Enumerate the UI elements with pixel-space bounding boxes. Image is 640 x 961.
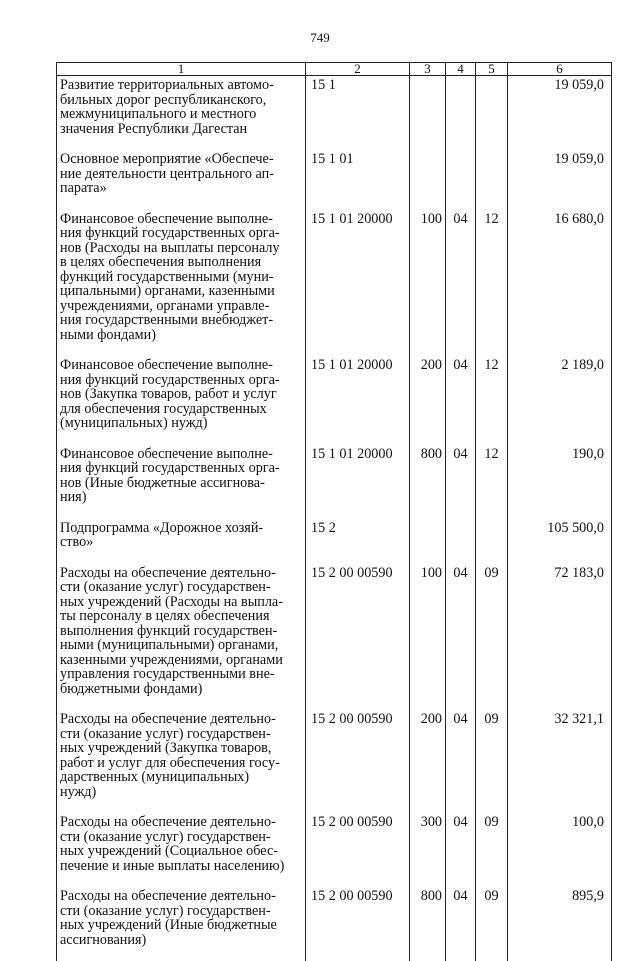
row-pr: 12 xyxy=(476,356,508,445)
row-code: 15 1 xyxy=(306,76,410,151)
row-amount: 19 059,0 xyxy=(508,150,612,210)
row-code: 15 2 00 00590 xyxy=(306,813,410,887)
header-row xyxy=(57,63,612,76)
row-rz: 04 xyxy=(446,445,476,519)
row-rz xyxy=(446,150,476,210)
header-col-3: 3 xyxy=(410,63,446,76)
row-name: Расходы на обеспечение деятельно- сти (оказание услуг) государствен- ных учреждений (Расходы на выпла- ты персоналу в целях обеспечения выполнения функций государствен- ными (муниципальными) органами, казенными учреждениями, органами управления государственными вне- бюджетными фондами) xyxy=(60,564,283,697)
header-col-6: 6 xyxy=(508,63,612,76)
row-amount: 100,0 xyxy=(508,813,612,887)
row-code: 15 1 01 20000 xyxy=(306,445,410,519)
row-code: 15 2 xyxy=(306,519,410,564)
row-amount: 105 500,0 xyxy=(508,519,612,564)
row-code: 15 1 01 20000 xyxy=(306,210,410,357)
table-row xyxy=(57,445,612,519)
row-vr: 100 xyxy=(410,564,446,711)
header-col-4: 4 xyxy=(446,63,476,76)
row-amount: 32 321,1 xyxy=(508,710,612,813)
row-vr: 200 xyxy=(410,356,446,445)
table-row xyxy=(57,210,612,357)
row-name: Подпрограмма «Дорожное хозяй- ство» xyxy=(60,519,264,550)
row-amount: 16 680,0 xyxy=(508,210,612,357)
header-col-5: 5 xyxy=(476,63,508,76)
row-rz: 04 xyxy=(446,887,476,961)
row-name: Расходы на обеспечение деятельно- сти (оказание услуг) государствен- ных учреждений (Социальное обес- печение и иные выплаты населению) xyxy=(60,814,285,874)
row-name: Финансовое обеспечение выполне- ния функций государственных орга- нов (Закупка товаров, работ и услуг для обеспечения государственных (муниципальных) нужд) xyxy=(60,357,280,431)
row-name: Основное мероприятие «Обеспече- ние деятельности центрального ап- парата» xyxy=(60,151,274,196)
row-rz: 04 xyxy=(446,710,476,813)
row-vr: 100 xyxy=(410,210,446,357)
table-row xyxy=(57,519,612,564)
table-row xyxy=(57,813,612,887)
row-rz: 04 xyxy=(446,210,476,357)
row-vr xyxy=(410,76,446,151)
row-amount: 2 189,0 xyxy=(508,356,612,445)
row-name: Финансовое обеспечение выполне- ния функций государственных орга- нов (Иные бюджетные ассигнова- ния) xyxy=(60,445,280,505)
row-name: Развитие территориальных автомо- бильных дорог республиканского, межмуниципального и местного значения Республики Дагестан xyxy=(60,77,274,137)
row-pr: 12 xyxy=(476,445,508,519)
row-vr: 200 xyxy=(410,710,446,813)
row-rz: 04 xyxy=(446,813,476,887)
row-name: Финансовое обеспечение выполне- ния функций государственных орга- нов (Расходы на выплаты персоналу в целях обеспечения выполнения функций государственными (муни- ципальными) органами, казенными учреждениями, органами управле- ния государственными внебюджет- ными фондами) xyxy=(60,210,280,343)
row-pr xyxy=(476,76,508,151)
row-rz: 04 xyxy=(446,356,476,445)
header-col-1: 1 xyxy=(57,63,306,76)
row-rz xyxy=(446,519,476,564)
table-row xyxy=(57,150,612,210)
row-code: 15 2 00 00590 xyxy=(306,564,410,711)
row-vr: 800 xyxy=(410,445,446,519)
table-row xyxy=(57,356,612,445)
budget-table xyxy=(56,62,612,961)
row-vr: 300 xyxy=(410,813,446,887)
row-amount: 895,9 xyxy=(508,887,612,961)
table-row xyxy=(57,564,612,711)
page-number: 749 xyxy=(310,30,330,45)
row-pr xyxy=(476,150,508,210)
row-pr: 09 xyxy=(476,813,508,887)
row-pr: 09 xyxy=(476,887,508,961)
row-pr xyxy=(476,519,508,564)
row-amount: 19 059,0 xyxy=(508,76,612,151)
row-name: Расходы на обеспечение деятельно- сти (оказание услуг) государствен- ных учреждений (Закупка товаров, работ и услуг для обеспечения госу- дарственных (муниципальных) нужд) xyxy=(60,711,280,800)
row-pr: 12 xyxy=(476,210,508,357)
row-pr: 09 xyxy=(476,564,508,711)
header-col-2: 2 xyxy=(306,63,410,76)
row-code: 15 2 00 00590 xyxy=(306,710,410,813)
table-row xyxy=(57,710,612,813)
row-amount: 190,0 xyxy=(508,445,612,519)
row-code: 15 1 01 xyxy=(306,150,410,210)
row-rz: 04 xyxy=(446,564,476,711)
row-code: 15 2 00 00590 xyxy=(306,887,410,961)
row-vr xyxy=(410,150,446,210)
row-code: 15 1 01 20000 xyxy=(306,356,410,445)
row-pr: 09 xyxy=(476,710,508,813)
row-vr xyxy=(410,519,446,564)
row-vr: 800 xyxy=(410,887,446,961)
row-amount: 72 183,0 xyxy=(508,564,612,711)
row-name: Расходы на обеспечение деятельно- сти (оказание услуг) государствен- ных учреждений (Иные бюджетные ассигнования) xyxy=(60,888,277,948)
table-row xyxy=(57,887,612,961)
row-rz xyxy=(446,76,476,151)
table-row xyxy=(57,76,612,151)
